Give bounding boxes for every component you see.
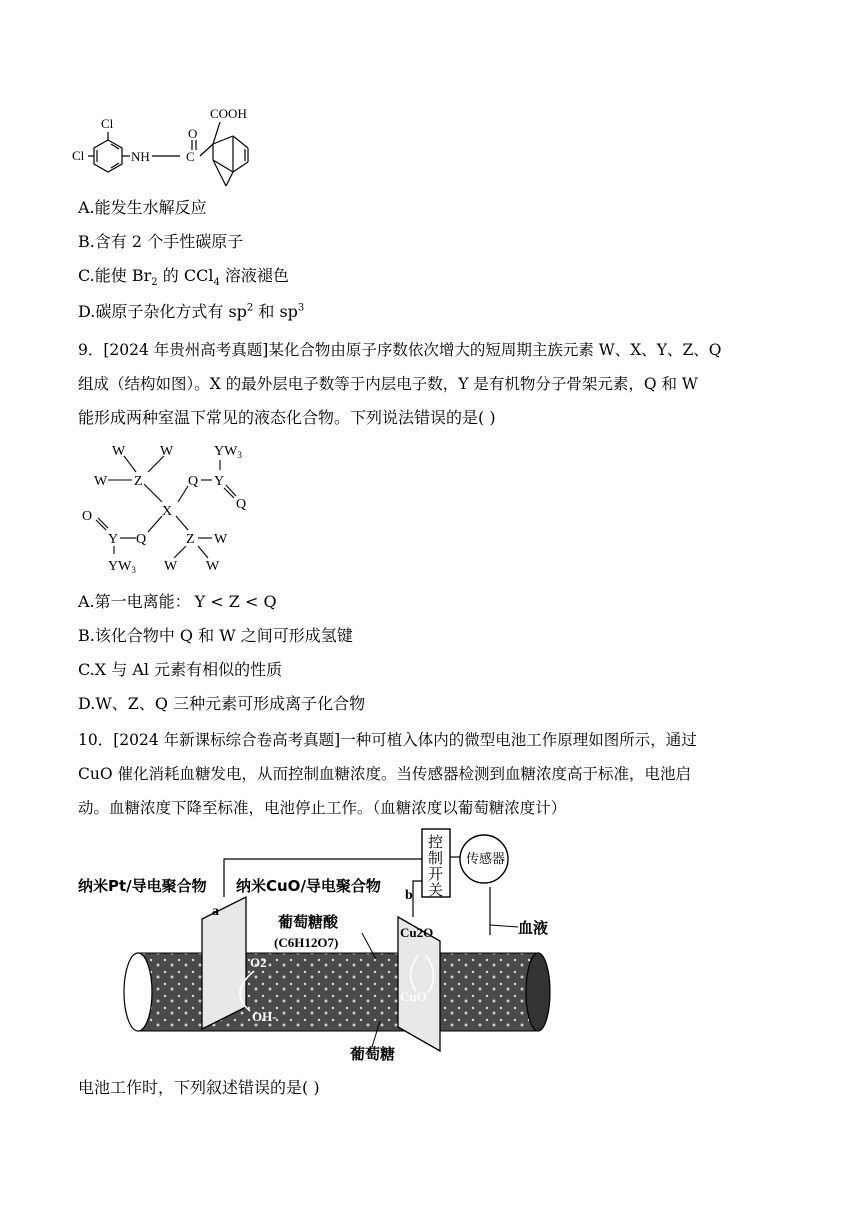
blood-vessel xyxy=(138,953,538,1031)
oh-label: OH- xyxy=(252,1009,277,1024)
atom-q: Q xyxy=(188,474,199,489)
cooh-label: COOH xyxy=(210,106,247,121)
atom-y: Y xyxy=(108,532,119,547)
q9-stem-line3: 能形成两种室温下常见的液态化合物。下列说法错误的是( ) xyxy=(78,408,496,427)
battery-diagram xyxy=(78,825,558,1070)
q8-option-a: A.能发生水解反应 xyxy=(78,198,207,217)
atom-w: W xyxy=(94,474,108,489)
blood-label: 血液 xyxy=(518,919,549,937)
left-electrode-label: 纳米Pt/导电聚合物 xyxy=(78,877,207,895)
gluconic-acid-label: 葡萄糖酸 xyxy=(278,913,339,931)
q10-stem-line3: 动。血糖浓度下降至标准，电池停止工作。（血糖浓度以葡萄糖浓度计） xyxy=(78,799,567,817)
atom-w: W xyxy=(164,559,178,574)
cuo-label: CuO xyxy=(400,989,427,1004)
atom-z: Z xyxy=(134,474,143,489)
q9-structure xyxy=(78,440,278,580)
atom-o: O xyxy=(82,509,93,524)
q10-stem-line2: CuO 催化消耗血糖发电，从而控制血糖浓度。当传感器检测到血糖浓度高于标准，电池启 xyxy=(78,765,691,783)
q9-option-c: C.X 与 Al 元素有相似的性质 xyxy=(78,660,283,679)
atom-w: W xyxy=(112,444,126,459)
terminal-a-label: a xyxy=(212,904,219,919)
q10-question: 电池工作时，下列叙述错误的是( ) xyxy=(78,1078,320,1097)
atom-w: W xyxy=(206,559,220,574)
atom-q: Q xyxy=(136,532,147,547)
switch-char: 关 xyxy=(428,881,444,899)
q10-stem-line1: 10．[2024 年新课标综合卷高考真题]一种可植入体内的微型电池工作原理如图所示，通过 xyxy=(78,731,697,749)
atom-y: Y xyxy=(214,474,225,489)
atom-q: Q xyxy=(236,497,247,512)
switch-char: 开 xyxy=(428,865,444,883)
nh-label: NH xyxy=(131,149,150,164)
terminal-b-label: b xyxy=(405,888,413,903)
atom-w: W xyxy=(214,532,228,547)
cl-left-label: Cl xyxy=(72,148,85,163)
q8-option-d: D.碳原子杂化方式有 $sp^2$ 和 $sp^3$ xyxy=(78,302,305,321)
gluconic-formula: (C6H12O7) xyxy=(274,935,339,950)
carbonyl-o-label: O xyxy=(188,126,198,141)
cl-top-label: Cl xyxy=(101,116,114,131)
q9-stem-line1: 9．[2024 年贵州高考真题]某化合物由原子序数依次增大的短周期主族元素 W、X、Y、Z、Q xyxy=(78,341,722,359)
glucose-label: 葡萄糖 xyxy=(350,1045,396,1063)
atom-yw3: $YW_3$ xyxy=(108,559,136,575)
q9-option-a: A.第一电离能： Y < Z < Q xyxy=(78,592,277,611)
atom-w: W xyxy=(160,444,174,459)
left-electrode-pt xyxy=(202,897,246,1029)
o2-label: O2 xyxy=(250,955,267,970)
switch-char: 控 xyxy=(428,833,444,851)
molecule-q8-structure xyxy=(72,100,278,190)
switch-char: 制 xyxy=(428,849,444,867)
cu2o-label: Cu2O xyxy=(400,925,434,940)
atom-z: Z xyxy=(186,532,195,547)
q8-option-b: B.含有 2 个手性碳原子 xyxy=(78,232,244,251)
right-electrode-label: 纳米CuO/导电聚合物 xyxy=(236,877,381,895)
q9-option-b: B.该化合物中 Q 和 W 之间可形成氢键 xyxy=(78,626,353,645)
q9-option-d: D.W、Z、Q 三种元素可形成离子化合物 xyxy=(78,694,366,713)
carbonyl-c-label: C xyxy=(186,149,195,164)
atom-yw3: $YW_3$ xyxy=(214,444,242,460)
atom-x: X xyxy=(162,504,173,519)
q9-stem-line2: 组成（结构如图）。X 的最外层电子数等于内层电子数，Y 是有机物分子骨架元素，Q 和 W xyxy=(78,375,698,393)
sensor-label: 传感器 xyxy=(466,852,506,867)
q8-option-c: C.能使 $Br_2$ 的 CCl$_4$ 溶液褪色 xyxy=(78,266,289,289)
